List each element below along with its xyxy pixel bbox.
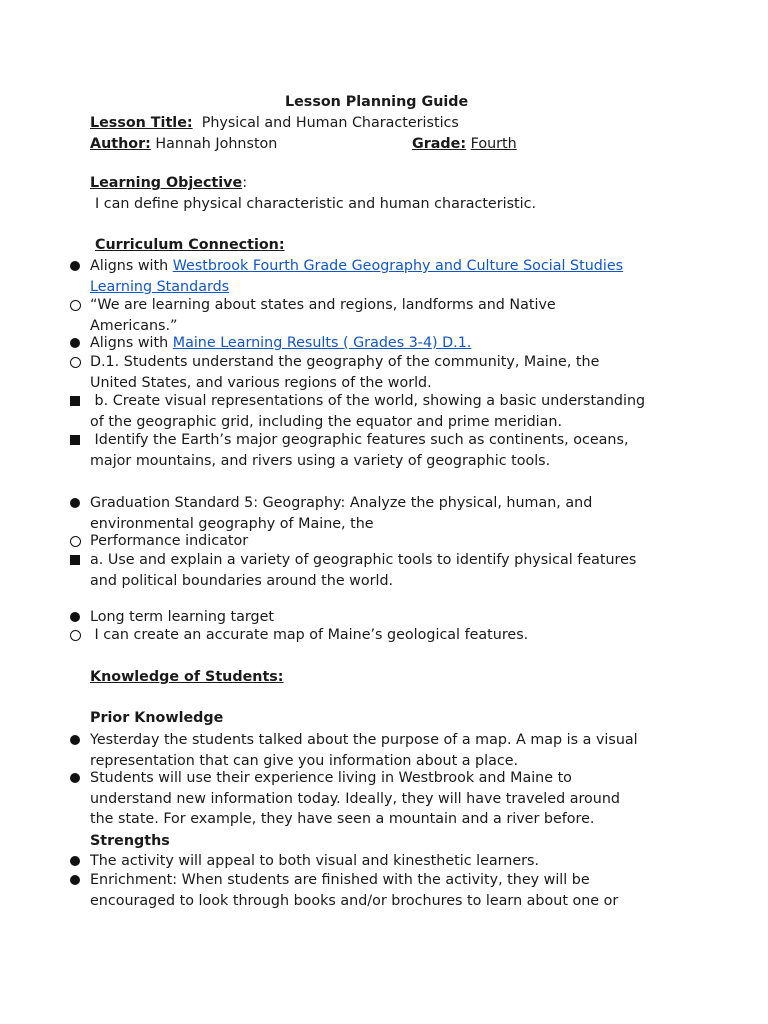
list-item-text: Americans.” — [90, 317, 178, 334]
lesson-title-label: Lesson Title: — [90, 115, 193, 131]
list-item-text: major mountains, and rivers using a variety of geographic tools. — [90, 452, 551, 469]
list-item-text: environmental geography of Maine, the — [90, 515, 374, 532]
bullet-circle-icon — [68, 625, 82, 648]
list-item — [90, 851, 690, 872]
list-item-text: a. Use and explain a variety of geographic tools to identify physical features — [90, 552, 637, 568]
maine-learning-results-link[interactable]: Maine Learning Results ( Grades 3-4) D.1. — [172, 335, 472, 351]
learning-objective-text: I can define physical characteristic and human characteristic. — [95, 196, 537, 212]
bullet-circle-icon — [68, 295, 82, 318]
list-item — [90, 768, 690, 830]
list-item — [90, 256, 690, 297]
list-item-text: Performance indicator — [90, 533, 249, 549]
list-item — [90, 730, 690, 771]
list-item-text: Aligns with — [90, 335, 173, 351]
lesson-title-line — [90, 113, 459, 134]
list-item-text: D.1. Students understand the geography of the community, Maine, the — [90, 354, 600, 370]
westbrook-standards-link-continued[interactable]: Learning Standards — [90, 278, 230, 295]
list-item — [90, 625, 690, 646]
learning-objective-heading: Learning Objective: — [90, 175, 248, 191]
learning-objective-heading-text: Learning Objective — [90, 175, 243, 191]
curriculum-connection-heading: Curriculum Connection: — [95, 237, 285, 253]
list-item-text: Long term learning target — [90, 609, 274, 625]
list-item-text: Aligns with — [90, 258, 173, 274]
strengths-heading: Strengths — [90, 833, 170, 849]
list-item-text: of the geographic grid, including the equator and prime meridian. — [90, 413, 563, 430]
grade-line — [412, 134, 517, 155]
author-label: Author: — [90, 136, 151, 152]
bullet-disc-icon — [68, 493, 82, 515]
lesson-title-value: Physical and Human Characteristics — [201, 115, 459, 131]
list-item-text: Yesterday the students talked about the purpose of a map. A map is a visual — [90, 732, 638, 748]
list-item-text: Graduation Standard 5: Geography: Analyze the physical, human, and — [90, 495, 593, 511]
author-value: Hannah Johnston — [155, 136, 278, 152]
list-item — [90, 391, 740, 432]
bullet-square-icon — [68, 430, 82, 452]
list-item — [90, 550, 690, 591]
list-item-text: The activity will appeal to both visual and kinesthetic learners. — [90, 853, 539, 869]
list-item — [90, 352, 690, 393]
list-item — [90, 870, 690, 911]
bullet-disc-icon — [68, 768, 82, 790]
list-item — [90, 531, 690, 552]
bullet-circle-icon — [68, 352, 82, 375]
list-item — [90, 295, 690, 336]
list-item-text: United States, and various regions of the world. — [90, 374, 432, 391]
bullet-disc-icon — [68, 870, 82, 892]
list-item-text: understand new information today. Ideally, they will have traveled around — [90, 790, 620, 807]
list-item-text: I can create an accurate map of Maine’s geological features. — [94, 627, 529, 643]
list-item — [90, 430, 690, 471]
bullet-disc-icon — [68, 730, 82, 752]
list-item-text: Students will use their experience living in Westbrook and Maine to — [90, 770, 572, 786]
bullet-square-icon — [68, 550, 82, 572]
grade-label: Grade: — [412, 136, 467, 152]
bullet-square-icon — [68, 391, 82, 413]
list-item-text: Enrichment: When students are finished with the activity, they will be — [90, 872, 590, 888]
prior-knowledge-heading: Prior Knowledge — [90, 710, 224, 726]
list-item-text: and political boundaries around the world. — [90, 572, 394, 589]
document-title: Lesson Planning Guide — [285, 94, 469, 110]
list-item-text: representation that can give you information about a place. — [90, 752, 519, 769]
list-item-text: b. Create visual representations of the world, showing a basic understanding — [94, 393, 646, 409]
list-item-text: Identify the Earth’s major geographic features such as continents, oceans, — [94, 432, 629, 448]
list-item-text: “We are learning about states and regions, landforms and Native — [90, 297, 556, 313]
author-line — [90, 134, 277, 155]
grade-value: Fourth — [470, 136, 517, 152]
list-item-text: encouraged to look through books and/or brochures to learn about one or — [90, 892, 619, 909]
westbrook-standards-link[interactable]: Westbrook Fourth Grade Geography and Culture Social Studies — [172, 258, 624, 274]
list-item — [90, 493, 690, 534]
list-item — [90, 333, 690, 354]
bullet-disc-icon — [68, 256, 82, 278]
list-item-text: the state. For example, they have seen a mountain and a river before. — [90, 811, 595, 827]
knowledge-of-students-heading: Knowledge of Students: — [90, 669, 284, 685]
